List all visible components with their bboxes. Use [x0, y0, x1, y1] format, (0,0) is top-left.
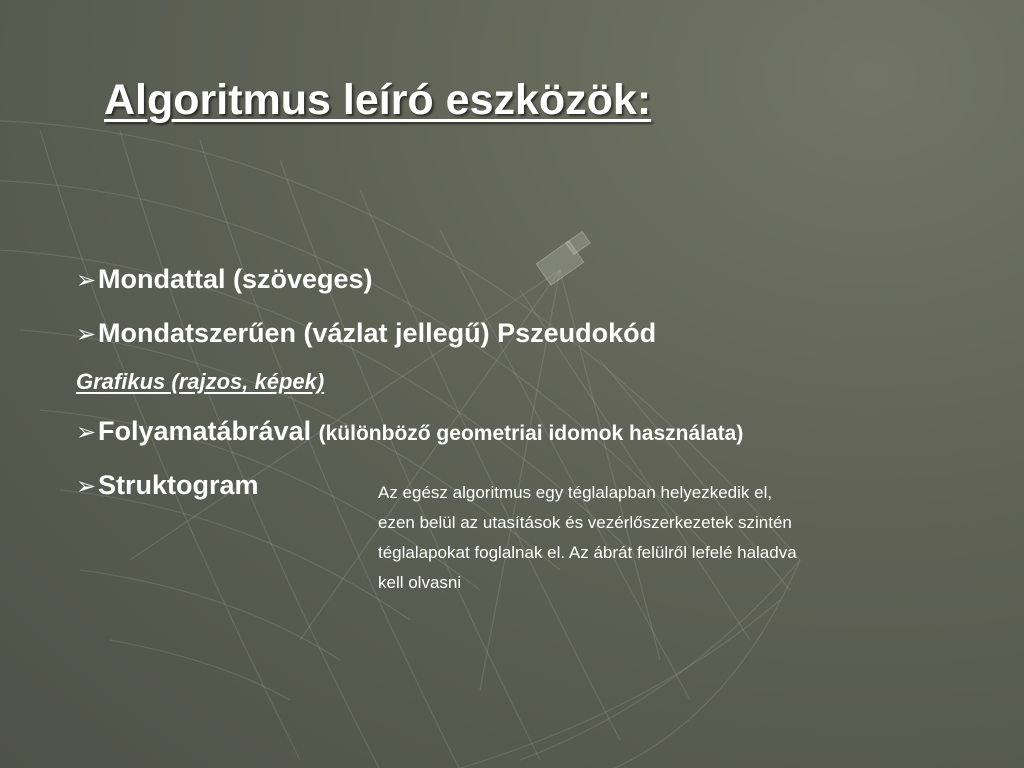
list-item-mondatszeruen — [76, 318, 656, 349]
subheading-grafikus: Grafikus (rajzos, képek) — [76, 369, 325, 394]
page-title: Algoritmus leíró eszközök: — [104, 76, 652, 124]
list-item-mondattal — [76, 264, 373, 295]
list-item-folyamatabra — [76, 416, 743, 447]
description-line: Az egész algoritmus egy téglalapban helyezkedik el, — [378, 483, 773, 502]
description-line: ezen belül az utasítások és vezérlőszerkezetek szintén — [378, 513, 792, 532]
list-item-label: Mondatszerűen (vázlat jellegű) Pszeudokód — [98, 318, 657, 348]
arrow-bullet-icon: ➢ — [76, 473, 97, 500]
arrow-bullet-icon: ➢ — [76, 321, 97, 348]
list-item-label: Folyamatábrával — [98, 416, 312, 446]
description-line: téglalapokat foglalnak el. Az ábrát felülről lefelé haladva — [378, 543, 797, 562]
list-item-label: Mondattal (szöveges) — [98, 264, 373, 294]
description-line: kell olvasni — [378, 573, 462, 592]
struktogram-description — [378, 478, 898, 598]
list-item-note: (különböző geometriai idomok használata) — [318, 422, 744, 445]
arrow-bullet-icon: ➢ — [76, 419, 97, 446]
arrow-bullet-icon: ➢ — [76, 267, 97, 294]
list-item-struktogram — [76, 470, 259, 501]
list-item-label: Struktogram — [98, 470, 259, 500]
